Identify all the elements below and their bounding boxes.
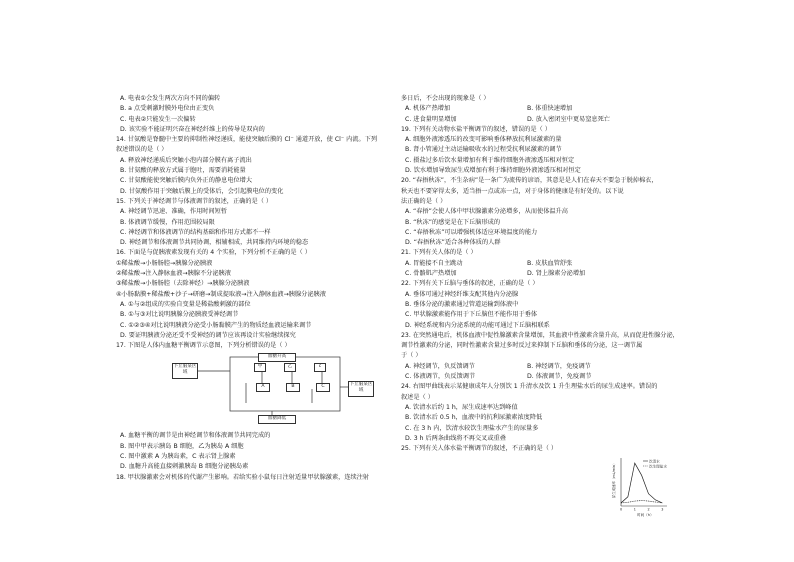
q15-option-c: C. 神经调节和体液调节的结构基础和作用方式都不一样 (120, 228, 271, 236)
q23-stem-line2: 调节性激素的分泌，同时性激素含量过多时反过来抑制下丘脑和垂体的分泌，这一调节属 (401, 342, 643, 350)
y-axis-label: 尿生成速率（mL/min） (612, 461, 616, 498)
q18-options-row1 (401, 104, 771, 114)
q24-option-c: C. 在 3 h 内，饮清水较饮生理盐水产生的尿量多 (405, 424, 539, 432)
q23-stem-tail: 于（ ） (401, 352, 422, 360)
q15-option-a: A. 神经调节迅速、准确，作用时间短暂 (120, 208, 228, 216)
q17-option-b: B. 图中甲表示胰岛 B 细胞，乙为胰岛 A 细胞 (120, 442, 244, 450)
q17-option-d: D. 血糖升高能直接刺激胰岛 B 细胞分泌胰岛素 (120, 463, 249, 471)
q15-option-b: B. 体液调节缓慢，作用范围较局限 (120, 218, 215, 226)
q18-stem-cont: 多日后，不会出现的现象是（ ） (401, 95, 490, 102)
q18-option-c: C. 进食量明显增加 (405, 115, 457, 123)
q23-option-b: B. 神经调节，免疫调节 (527, 362, 591, 370)
x-tick-label: 3 (661, 507, 664, 512)
q24-option-b: B. 饮清水后 0.5 h，血液中的抗利尿激素浓度降低 (405, 414, 543, 422)
q13-option-c: C. 电表②只能发生一次偏转 (120, 115, 196, 123)
q23-option-a: A. 神经调节，负反馈调节 (405, 362, 475, 370)
hypothalamus-box-2: 下丘脑某区域 (348, 381, 374, 397)
q20-option-d: D. “春捂秋冻”适合各种体质的人群 (405, 239, 501, 247)
q20-option-c: C. “春捂秋冻”可以增强机体适应环境温度的能力 (405, 228, 538, 236)
q16-exp2: ②稀盐酸→注入静脉血液→胰腺不分泌胰液 (116, 270, 231, 278)
q16-option-a: A. ①与②组成的实验自变量是稀盐酸刺激的部位 (120, 300, 251, 308)
hypothalamus-box: 下丘脑某区域 (172, 363, 198, 379)
label-b: B (286, 383, 300, 392)
q20-stem-line3: 法正确的是（ ） (401, 197, 447, 205)
q21-option-b: B. 皮肤血管舒张 (527, 259, 573, 267)
q19-option-c: C. 摄盐过多后饮水量增加有利于维持细胞外液渗透压相对恒定 (405, 156, 575, 164)
q19-option-b: B. 肾小管通过主动运输吸收水的过程受抗利尿激素的调节 (405, 146, 562, 154)
q22-stem: 22. 下列有关下丘脑与垂体的叙述，正确的是（ ） (401, 280, 539, 288)
q18-stem: 18. 甲状腺激素会对机体的代谢产生影响。若给实验小鼠每日注射适量甲状腺激素，连续注射 (116, 473, 370, 481)
q23-options-row2 (401, 372, 771, 382)
q17-option-a: A. 血糖平衡的调节是由神经调节和体液调节共同完成的 (120, 432, 271, 440)
q20-option-a: A. “春捂”会使人体中甲状腺激素分泌增多，从而使体温升高 (405, 208, 568, 216)
q21-option-c: C. 骨骼肌产热增加 (405, 270, 457, 278)
q24-stem-line1: 24. 右图甲曲线表示某健康成年人分别饮 1 升清水及饮 1 升生理盐水后的尿生成速率。错误的 (401, 383, 658, 391)
q18-options-row2 (401, 115, 771, 125)
q25-stem: 25. 下列有关人体水盐平衡调节的叙述，不正确的是（ ） (401, 445, 558, 453)
q18-option-d: D. 放入密闭室中更易窒息死亡 (527, 115, 610, 123)
q16-option-c: C. ①②③④对比说明胰液分泌受小肠黏膜产生的物质经血液运输来调节 (120, 321, 312, 329)
label-c: C (316, 383, 330, 392)
q21-option-d: D. 肾上腺素分泌增加 (527, 270, 586, 278)
q14-option-b: B. 甘氨酸的释放方式属于胞吐，需要消耗能量 (120, 167, 246, 175)
urine-rate-chart (611, 452, 671, 518)
q15-stem: 15. 下列关于神经调节与体液调节的叙述，正确的是（ ） (116, 197, 273, 205)
q23-option-c: C. 体液调节，负反馈调节 (405, 373, 476, 381)
q13-option-d: D. 该实验不能证明兴奋在神经纤维上的传导是双向的 (120, 125, 265, 133)
q19-option-d: D. 饮水增加导致尿生成增加有利于维持细胞外液渗透压相对恒定 (405, 167, 581, 175)
q14-option-c: C. 甘氨酸能使突触后膜内负外正的静息电位增大 (120, 177, 253, 185)
q24-option-a: A. 饮清水后约 1 h，尿生成速率达到峰值 (405, 403, 518, 411)
q19-option-a: A. 细胞外液渗透压的改变可影响垂体释放抗利尿激素的量 (405, 136, 562, 144)
q16-option-d: D. 要证明胰液分泌还受不受神经的调节应该再设计实验继续探究 (120, 331, 296, 339)
q22-option-d: D. 神经系统和内分泌系统的功能可通过下丘脑相联系 (405, 321, 550, 329)
q21-options-row2 (401, 269, 771, 279)
right-column (401, 94, 771, 454)
q13-option-a: A. 电表①会发生两次方向不同的偏转 (120, 95, 221, 102)
q17-stem: 17. 下图是人体内血糖平衡调节示意图，下列分析错误的是（ ） (116, 342, 291, 350)
blood-low-box: 血糖降低 (258, 415, 296, 424)
q22-option-b: B. 垂体分泌的激素通过管道运输到体液中 (405, 300, 519, 308)
blood-glucose-diagram (172, 353, 372, 427)
q22-option-c: C. 甲状腺激素能作用于下丘脑但不能作用于垂体 (405, 311, 538, 319)
label-jia: 甲 (254, 363, 266, 372)
x-tick-label: 1 (633, 507, 636, 512)
q16-exp1: ①稀盐酸→小肠肠腔→胰腺分泌胰液 (116, 259, 213, 267)
q21-stem: 21. 下列有关人体的是（ ） (401, 249, 477, 257)
q16-exp4: ④小肠黏膜+稀盐酸+沙子→研磨→制成提取液→注入静脉血液→胰腺分泌胰液 (116, 290, 326, 298)
q14-option-a: A. 释放神经递质后突触小泡内部分膜有离子流出 (120, 156, 252, 164)
q15-option-d: D. 神经调节和体液调节共同协调，相辅相成，共同维持内环境的稳态 (120, 239, 309, 247)
q18-option-a: A. 机体产热增加 (405, 105, 451, 113)
q21-option-a: A. 胃能接不自主跳动 (405, 259, 463, 267)
q16-stem: 16. 下面是与促胰液素发现有关的 4 个实验，下列分析不正确的是（ ） (116, 249, 311, 257)
q22-option-a: A. 垂体可通过神经纤维支配其他内分泌腺 (405, 290, 519, 298)
x-tick-label: 0 (620, 507, 623, 512)
q17-option-c: C. 图中激素 A 为胰岛素，C 表示肾上腺素 (120, 453, 236, 461)
label-a: A (256, 383, 270, 392)
x-axis-label: 时间（h） (637, 513, 654, 517)
q13-option-b: B. a 点受刺激时膜外电位由正变负 (120, 105, 215, 113)
label-yi: 乙 (284, 363, 296, 372)
series-line-water (621, 463, 662, 503)
q19-stem: 19. 下列有关动物水盐平衡调节的叙述，错误的是（ ） (401, 125, 551, 133)
legend-label-water: 饮清水 (649, 459, 660, 464)
q14-stem-line2: 叙述错误的是（ ） (116, 146, 168, 154)
q23-option-d: D. 体液调节，免疫调节 (527, 373, 592, 381)
q14-option-d: D. 甘氨酸作用于突触后膜上的受体后，会引起膜电位的变化 (120, 187, 284, 195)
legend-label-saline: 饮生理盐水 (649, 464, 667, 469)
q21-options-row1 (401, 259, 771, 269)
q16-option-b: B. ①与③对比说明胰腺分泌胰液受神经调节 (120, 311, 239, 319)
q23-options-row1 (401, 362, 771, 372)
label-c-lower: c (314, 363, 326, 372)
q23-stem-line1: 23. 在突然通电后，机体血液中促性腺激素含量增加，其血液中性激素含量升高，从而促进性腺分泌， (401, 331, 679, 339)
q20-option-b: B. “秋冻”的感觉是在下丘脑形成的 (405, 218, 501, 226)
q18-option-b: B. 体重快速增加 (527, 105, 573, 113)
q20-stem-line1: 20. “春捂秋冻”，不生杂病”是一条广为流传的谚语，其意是是人们在春天不要急于脱掉棉衣， (401, 177, 658, 185)
blood-high-box: 血糖升高 (258, 353, 296, 362)
q16-exp3: ③稀盐酸→小肠肠腔（去除神经）→胰腺分泌胰液 (116, 280, 250, 288)
q20-stem-line2: 秋天也不要穿得太多，适当捂一点或冻一点，对于身体的健康是有好处的。以下说 (401, 187, 624, 195)
chart-svg (611, 452, 671, 518)
q24-stem-line2: 叙述是（ ） (401, 393, 434, 401)
q14-stem-line1: 14. 甘氨酸是脊髓中主要的抑制性神经递质，能使突触后膜的 Cl⁻ 通道开放，使 Cl⁻ 内流。下列 (116, 136, 378, 144)
q24-option-d: D. 3 h 后两条曲线将不再交叉或重叠 (405, 434, 506, 442)
series-line-saline (621, 500, 662, 502)
x-tick-label: 2 (647, 507, 650, 512)
